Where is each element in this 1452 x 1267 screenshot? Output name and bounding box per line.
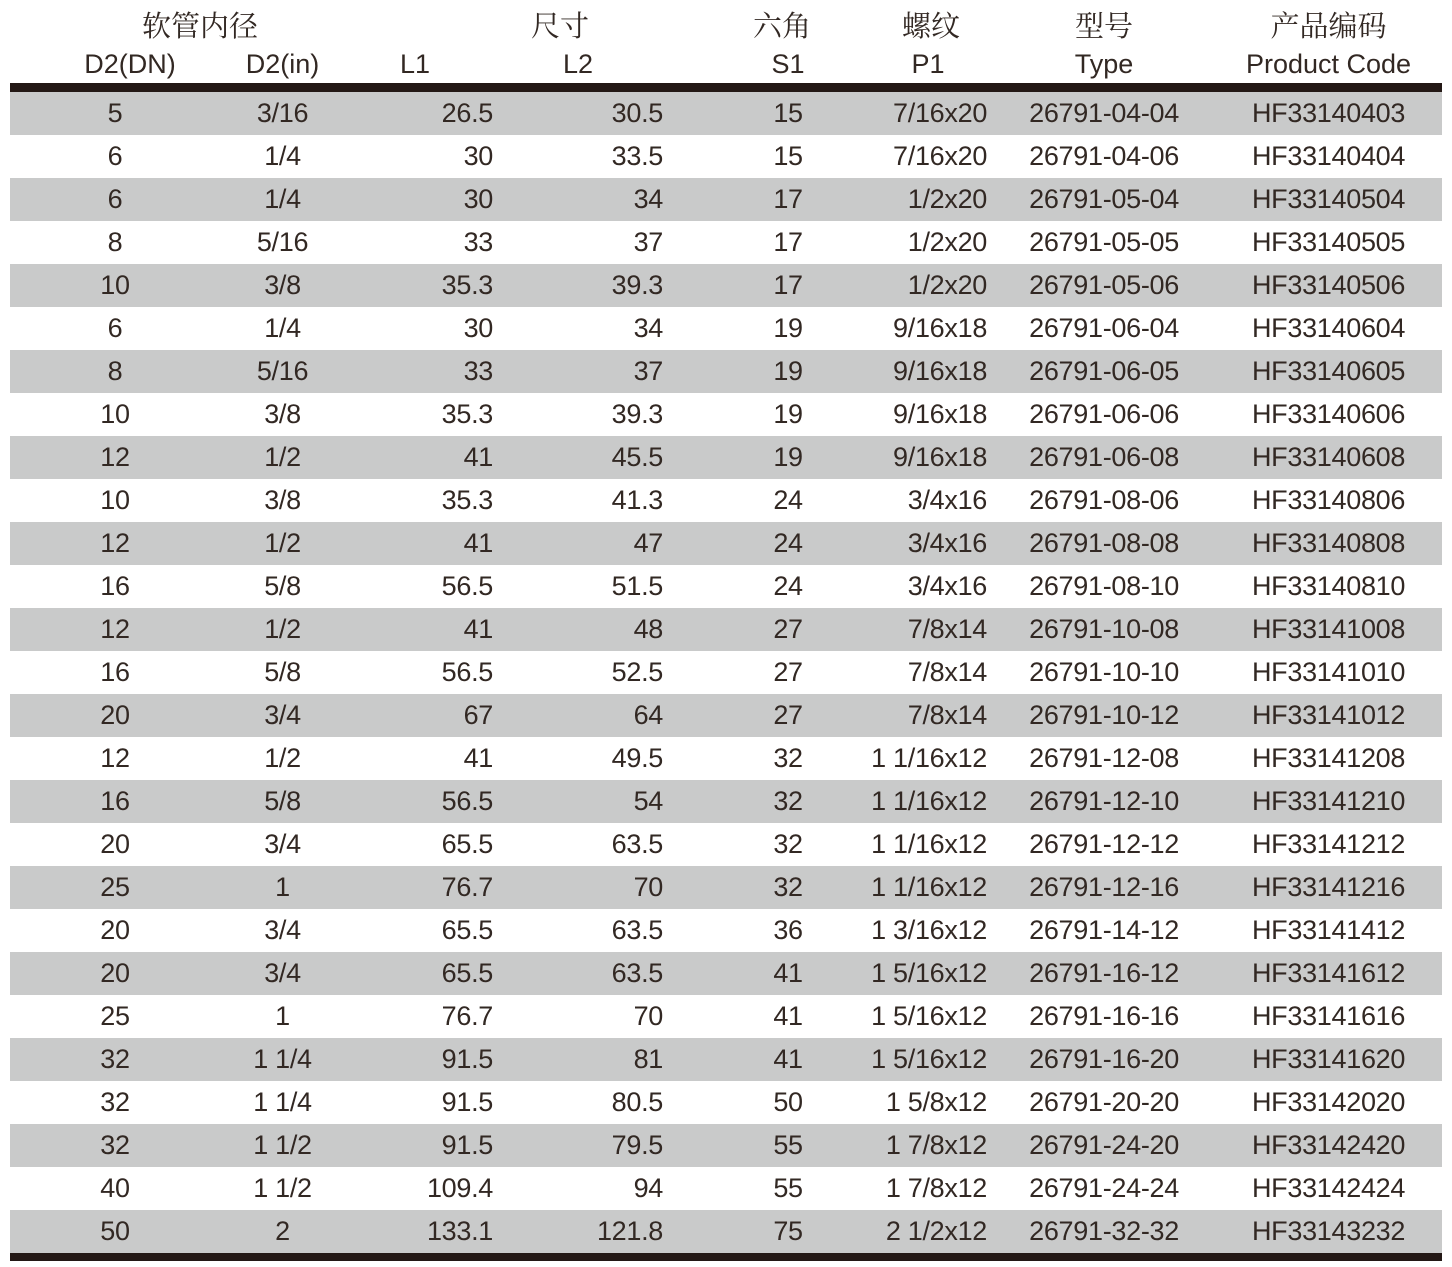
- cell-s1: 27: [773, 700, 803, 730]
- cell-s1: 55: [773, 1130, 803, 1160]
- cell-type: 26791-06-08: [1029, 442, 1179, 472]
- cell-d2in: 1/2: [264, 743, 301, 773]
- cell-d2dn: 10: [100, 485, 130, 515]
- col-header-p1: P1: [911, 48, 945, 79]
- cell-p1: 1 5/16x12: [871, 958, 988, 988]
- cell-p1: 1 1/16x12: [871, 872, 988, 902]
- cell-p1: 9/16x18: [893, 442, 988, 472]
- cell-p1: 1 5/16x12: [871, 1044, 988, 1074]
- cell-type: 26791-24-20: [1029, 1130, 1179, 1160]
- cell-type: 26791-08-08: [1029, 528, 1179, 558]
- cell-type: 26791-10-08: [1029, 614, 1179, 644]
- cell-s1: 32: [773, 872, 803, 902]
- table-row: [10, 1167, 1442, 1210]
- cell-d2in: 1/4: [264, 141, 301, 171]
- cell-p1: 1/2x20: [907, 227, 988, 257]
- cell-l2: 37: [633, 356, 664, 386]
- cell-d2dn: 10: [100, 270, 130, 300]
- cell-d2dn: 8: [107, 356, 123, 386]
- cell-type: 26791-12-12: [1029, 829, 1179, 859]
- cell-type: 26791-06-04: [1029, 313, 1179, 343]
- cell-l1: 65.5: [441, 915, 494, 945]
- cell-type: 26791-06-06: [1029, 399, 1179, 429]
- cell-d2dn: 20: [100, 958, 130, 988]
- cell-d2dn: 32: [100, 1087, 130, 1117]
- cell-d2dn: 6: [107, 141, 123, 171]
- cell-p1: 3/4x16: [907, 485, 988, 515]
- table-row: [10, 1038, 1442, 1081]
- cell-l1: 35.3: [441, 270, 494, 300]
- cell-product_code: HF33141012: [1251, 700, 1406, 730]
- cell-l2: 45.5: [611, 442, 664, 472]
- cell-d2dn: 32: [100, 1044, 130, 1074]
- cell-p1: 7/16x20: [893, 98, 988, 128]
- cell-l1: 41: [463, 528, 494, 558]
- cell-p1: 1/2x20: [907, 270, 988, 300]
- table-row: [10, 436, 1442, 479]
- cell-s1: 32: [773, 786, 803, 816]
- cell-l1: 35.3: [441, 399, 494, 429]
- cell-product_code: HF33140806: [1251, 485, 1406, 515]
- cell-d2dn: 16: [100, 786, 130, 816]
- cell-l2: 33.5: [611, 141, 664, 171]
- cell-s1: 32: [773, 743, 803, 773]
- table-row: [10, 737, 1442, 780]
- cell-d2dn: 8: [107, 227, 123, 257]
- cell-product_code: HF33140504: [1251, 184, 1406, 214]
- table-body: [10, 88, 1442, 1258]
- cell-l1: 30: [463, 141, 494, 171]
- cell-p1: 1 3/16x12: [871, 915, 988, 945]
- cell-l2: 34: [633, 184, 664, 214]
- cell-l1: 41: [463, 442, 494, 472]
- cell-d2in: 5/8: [264, 786, 301, 816]
- cell-d2in: 5/16: [256, 356, 309, 386]
- col-header-d2dn: D2(DN): [84, 48, 176, 79]
- cell-d2in: 3/8: [264, 399, 301, 429]
- col-header-l1: L1: [399, 48, 431, 79]
- table-row: [10, 350, 1442, 393]
- cell-p1: 7/8x14: [907, 657, 988, 687]
- cell-d2in: 1: [275, 872, 290, 902]
- cell-l1: 26.5: [441, 98, 494, 128]
- cell-l2: 37: [633, 227, 664, 257]
- group-header-hose-inner-diameter: 软管内径: [142, 11, 259, 43]
- table-row: [10, 264, 1442, 307]
- cell-p1: 3/4x16: [907, 528, 988, 558]
- cell-product_code: HF33141008: [1251, 614, 1406, 644]
- cell-l2: 63.5: [611, 829, 664, 859]
- cell-product_code: HF33141612: [1251, 958, 1406, 988]
- cell-l2: 34: [633, 313, 664, 343]
- cell-l2: 80.5: [611, 1087, 664, 1117]
- cell-s1: 17: [773, 227, 803, 257]
- col-header-d2in: D2(in): [245, 48, 320, 79]
- cell-d2in: 3/8: [264, 485, 301, 515]
- cell-s1: 17: [773, 270, 803, 300]
- cell-d2dn: 6: [107, 313, 123, 343]
- table-row: [10, 135, 1442, 178]
- cell-s1: 32: [773, 829, 803, 859]
- table-row: [10, 1124, 1442, 1167]
- cell-l1: 30: [463, 184, 494, 214]
- cell-type: 26791-12-08: [1029, 743, 1179, 773]
- cell-l1: 109.4: [426, 1173, 494, 1203]
- cell-l2: 52.5: [611, 657, 664, 687]
- group-header-dimensions: 尺寸: [531, 11, 590, 43]
- cell-type: 26791-08-06: [1029, 485, 1179, 515]
- cell-type: 26791-14-12: [1029, 915, 1179, 945]
- cell-d2in: 1/2: [264, 442, 301, 472]
- cell-d2dn: 20: [100, 700, 130, 730]
- cell-product_code: HF33141412: [1251, 915, 1406, 945]
- cell-l2: 81: [633, 1044, 664, 1074]
- cell-d2in: 1/2: [264, 614, 301, 644]
- cell-l1: 65.5: [441, 958, 494, 988]
- cell-l1: 30: [463, 313, 494, 343]
- group-header-product-code: 产品编码: [1270, 11, 1387, 43]
- cell-l1: 65.5: [441, 829, 494, 859]
- cell-d2in: 5/8: [264, 657, 301, 687]
- cell-l2: 30.5: [611, 98, 664, 128]
- cell-s1: 24: [773, 571, 803, 601]
- table-row: [10, 780, 1442, 823]
- cell-product_code: HF33140605: [1251, 356, 1406, 386]
- cell-d2in: 3/16: [256, 98, 309, 128]
- cell-s1: 24: [773, 528, 803, 558]
- cell-l1: 91.5: [441, 1044, 494, 1074]
- cell-d2dn: 5: [107, 98, 123, 128]
- cell-d2in: 1 1/2: [253, 1130, 312, 1160]
- cell-l2: 121.8: [596, 1216, 664, 1246]
- cell-d2dn: 40: [100, 1173, 130, 1203]
- table-row: [10, 909, 1442, 952]
- table-row: [10, 565, 1442, 608]
- cell-product_code: HF33140808: [1251, 528, 1406, 558]
- cell-p1: 1 7/8x12: [885, 1130, 988, 1160]
- cell-type: 26791-12-10: [1029, 786, 1179, 816]
- cell-type: 26791-04-04: [1029, 98, 1179, 128]
- cell-l2: 54: [633, 786, 664, 816]
- cell-product_code: HF33141212: [1251, 829, 1406, 859]
- cell-product_code: HF33142424: [1251, 1173, 1406, 1203]
- cell-d2dn: 6: [107, 184, 123, 214]
- cell-d2in: 1/4: [264, 313, 301, 343]
- cell-s1: 50: [773, 1087, 803, 1117]
- cell-l1: 41: [463, 614, 494, 644]
- cell-l1: 76.7: [441, 872, 494, 902]
- col-header-s1: S1: [771, 48, 805, 79]
- cell-s1: 24: [773, 485, 803, 515]
- cell-s1: 27: [773, 657, 803, 687]
- cell-l2: 48: [633, 614, 664, 644]
- cell-s1: 19: [773, 313, 803, 343]
- cell-s1: 41: [773, 958, 803, 988]
- cell-d2dn: 16: [100, 657, 130, 687]
- table-row: [10, 995, 1442, 1038]
- cell-s1: 55: [773, 1173, 803, 1203]
- cell-d2in: 1/2: [264, 528, 301, 558]
- cell-d2in: 3/4: [264, 958, 301, 988]
- cell-l1: 76.7: [441, 1001, 494, 1031]
- cell-d2dn: 12: [100, 743, 130, 773]
- cell-type: 26791-16-20: [1029, 1044, 1179, 1074]
- cell-l2: 51.5: [611, 571, 664, 601]
- cell-type: 26791-05-06: [1029, 270, 1179, 300]
- cell-product_code: HF33140606: [1251, 399, 1406, 429]
- cell-product_code: HF33141620: [1251, 1044, 1406, 1074]
- table-row: [10, 651, 1442, 694]
- table-row: [10, 694, 1442, 737]
- cell-p1: 9/16x18: [893, 313, 988, 343]
- cell-p1: 1 7/8x12: [885, 1173, 988, 1203]
- cell-l1: 35.3: [441, 485, 494, 515]
- table-row: [10, 866, 1442, 909]
- cell-type: 26791-10-12: [1029, 700, 1179, 730]
- cell-l2: 94: [633, 1173, 664, 1203]
- cell-l2: 63.5: [611, 958, 664, 988]
- table-row: [10, 823, 1442, 866]
- table-row: [10, 479, 1442, 522]
- cell-p1: 3/4x16: [907, 571, 988, 601]
- cell-d2dn: 12: [100, 442, 130, 472]
- cell-s1: 75: [773, 1216, 803, 1246]
- cell-s1: 17: [773, 184, 803, 214]
- cell-type: 26791-16-12: [1029, 958, 1179, 988]
- group-header-type: 型号: [1075, 11, 1134, 43]
- cell-l2: 39.3: [611, 399, 664, 429]
- cell-d2in: 1 1/4: [253, 1044, 312, 1074]
- cell-s1: 15: [773, 98, 803, 128]
- table-row: [10, 952, 1442, 995]
- cell-type: 26791-16-16: [1029, 1001, 1179, 1031]
- table-row: [10, 307, 1442, 350]
- cell-d2dn: 20: [100, 829, 130, 859]
- group-header-row: [10, 4, 1442, 45]
- col-header-product-code: Product Code: [1245, 48, 1412, 79]
- cell-product_code: HF33142020: [1251, 1087, 1406, 1117]
- cell-l1: 91.5: [441, 1130, 494, 1160]
- table-row: [10, 393, 1442, 436]
- table-row: [10, 221, 1442, 264]
- cell-l2: 47: [633, 528, 664, 558]
- cell-product_code: HF33140608: [1251, 442, 1406, 472]
- cell-d2dn: 50: [100, 1216, 130, 1246]
- table-row: [10, 88, 1442, 136]
- cell-s1: 15: [773, 141, 803, 171]
- cell-p1: 9/16x18: [893, 356, 988, 386]
- cell-product_code: HF33140506: [1251, 270, 1406, 300]
- cell-p1: 1 5/16x12: [871, 1001, 988, 1031]
- cell-l2: 41.3: [611, 485, 664, 515]
- cell-product_code: HF33140404: [1251, 141, 1406, 171]
- cell-p1: 1/2x20: [907, 184, 988, 214]
- cell-d2in: 1 1/4: [253, 1087, 312, 1117]
- cell-p1: 9/16x18: [893, 399, 988, 429]
- cell-product_code: HF33140403: [1251, 98, 1406, 128]
- cell-type: 26791-08-10: [1029, 571, 1179, 601]
- col-header-type: Type: [1074, 48, 1134, 79]
- cell-type: 26791-06-05: [1029, 356, 1179, 386]
- cell-d2dn: 12: [100, 528, 130, 558]
- cell-p1: 7/16x20: [893, 141, 988, 171]
- cell-s1: 19: [773, 356, 803, 386]
- cell-l1: 56.5: [441, 571, 494, 601]
- cell-d2dn: 16: [100, 571, 130, 601]
- cell-d2in: 1: [275, 1001, 290, 1031]
- cell-type: 26791-10-10: [1029, 657, 1179, 687]
- cell-l2: 70: [633, 1001, 664, 1031]
- cell-product_code: HF33140505: [1251, 227, 1406, 257]
- cell-d2dn: 32: [100, 1130, 130, 1160]
- cell-d2in: 3/4: [264, 829, 301, 859]
- cell-s1: 36: [773, 915, 803, 945]
- cell-s1: 41: [773, 1001, 803, 1031]
- cell-l1: 33: [463, 356, 494, 386]
- cell-product_code: HF33141208: [1251, 743, 1406, 773]
- cell-type: 26791-05-05: [1029, 227, 1179, 257]
- table-header: [10, 4, 1442, 88]
- cell-d2in: 5/8: [264, 571, 301, 601]
- cell-l2: 63.5: [611, 915, 664, 945]
- cell-s1: 27: [773, 614, 803, 644]
- cell-l1: 56.5: [441, 657, 494, 687]
- cell-d2in: 3/4: [264, 915, 301, 945]
- cell-product_code: HF33140604: [1251, 313, 1406, 343]
- cell-type: 26791-32-32: [1029, 1216, 1179, 1246]
- cell-s1: 41: [773, 1044, 803, 1074]
- cell-p1: 1 1/16x12: [871, 743, 988, 773]
- cell-d2dn: 20: [100, 915, 130, 945]
- col-header-l2: L2: [563, 48, 594, 79]
- cell-l2: 49.5: [611, 743, 664, 773]
- cell-s1: 19: [773, 442, 803, 472]
- cell-product_code: HF33141216: [1251, 872, 1406, 902]
- cell-p1: 2 1/2x12: [885, 1216, 988, 1246]
- cell-d2in: 3/8: [264, 270, 301, 300]
- table-row: [10, 178, 1442, 221]
- cell-p1: 1 1/16x12: [871, 786, 988, 816]
- table-row: [10, 522, 1442, 565]
- specs-table: [10, 4, 1442, 1261]
- cell-d2in: 5/16: [256, 227, 309, 257]
- cell-p1: 7/8x14: [907, 614, 988, 644]
- cell-d2dn: 10: [100, 399, 130, 429]
- group-header-thread: 螺纹: [902, 11, 961, 43]
- cell-d2in: 1 1/2: [253, 1173, 312, 1203]
- cell-l1: 33: [463, 227, 494, 257]
- column-header-row: [10, 45, 1442, 88]
- cell-d2in: 1/4: [264, 184, 301, 214]
- cell-product_code: HF33142420: [1251, 1130, 1406, 1160]
- cell-p1: 1 5/8x12: [885, 1087, 988, 1117]
- cell-type: 26791-04-06: [1029, 141, 1179, 171]
- cell-product_code: HF33143232: [1251, 1216, 1406, 1246]
- cell-type: 26791-20-20: [1029, 1087, 1179, 1117]
- table-row: [10, 1081, 1442, 1124]
- cell-l2: 70: [633, 872, 664, 902]
- cell-type: 26791-05-04: [1029, 184, 1179, 214]
- cell-l1: 56.5: [441, 786, 494, 816]
- cell-l1: 41: [463, 743, 494, 773]
- cell-product_code: HF33141210: [1251, 786, 1406, 816]
- cell-type: 26791-24-24: [1029, 1173, 1179, 1203]
- cell-l1: 91.5: [441, 1087, 494, 1117]
- cell-product_code: HF33141010: [1251, 657, 1406, 687]
- cell-p1: 1 1/16x12: [871, 829, 988, 859]
- cell-d2in: 2: [275, 1216, 290, 1246]
- cell-type: 26791-12-16: [1029, 872, 1179, 902]
- table-row: [10, 1210, 1442, 1257]
- cell-d2dn: 12: [100, 614, 130, 644]
- cell-d2dn: 25: [100, 872, 130, 902]
- cell-d2in: 3/4: [264, 700, 301, 730]
- cell-product_code: HF33140810: [1251, 571, 1406, 601]
- group-header-hex: 六角: [753, 11, 812, 43]
- table-row: [10, 608, 1442, 651]
- cell-l1: 67: [463, 700, 494, 730]
- cell-l2: 79.5: [611, 1130, 664, 1160]
- cell-l2: 39.3: [611, 270, 664, 300]
- cell-l2: 64: [633, 700, 664, 730]
- cell-s1: 19: [773, 399, 803, 429]
- cell-d2dn: 25: [100, 1001, 130, 1031]
- cell-product_code: HF33141616: [1251, 1001, 1406, 1031]
- cell-l1: 133.1: [426, 1216, 494, 1246]
- cell-p1: 7/8x14: [907, 700, 988, 730]
